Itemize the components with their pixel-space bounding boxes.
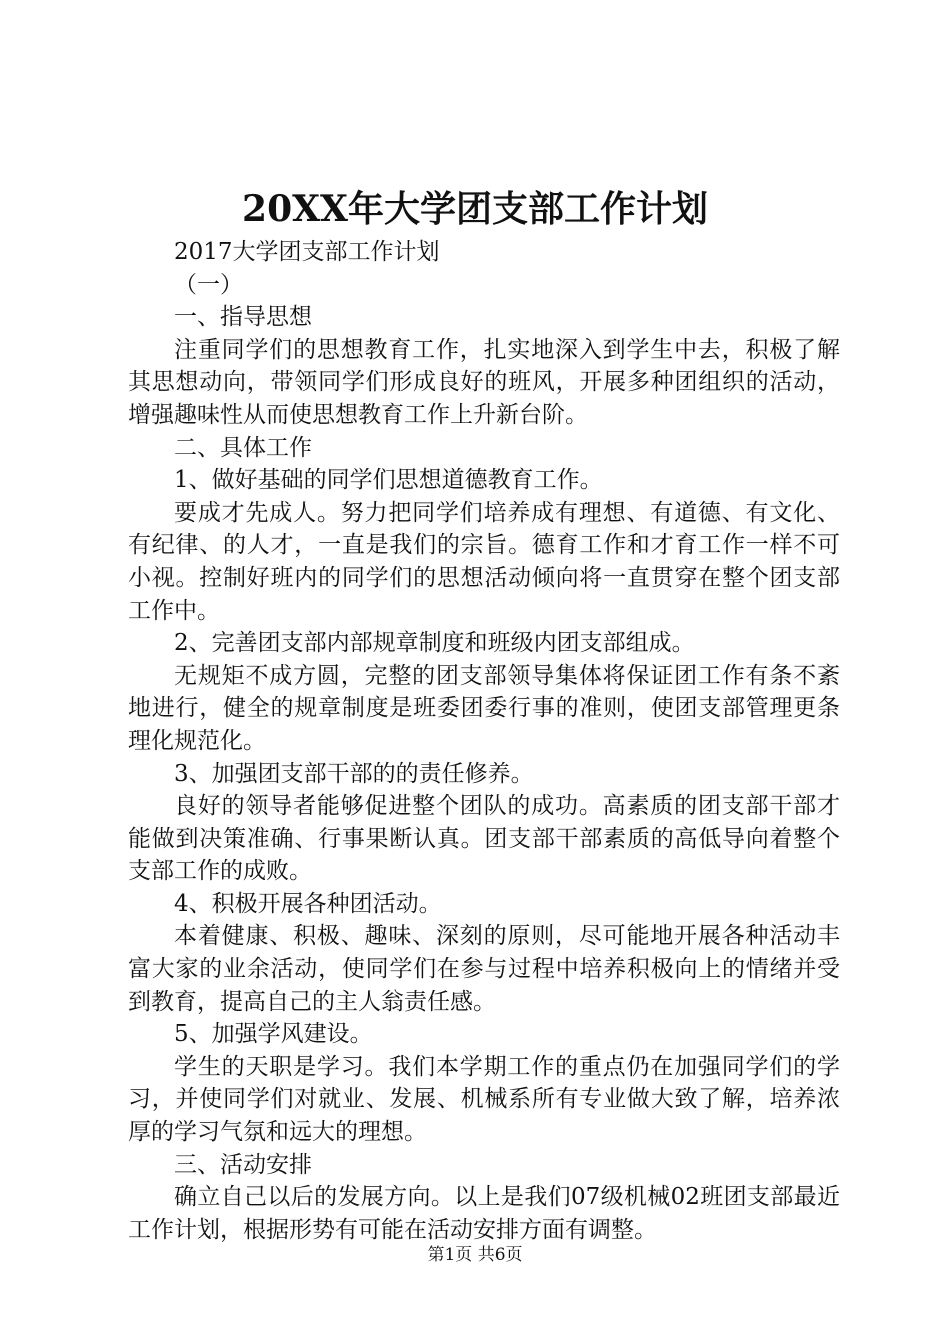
item-1-heading: 1、做好基础的同学们思想道德教育工作。 <box>174 467 603 494</box>
section-marker: （一） <box>174 271 243 298</box>
paragraph-guiding-thought: 注重同学们的思想教育工作，扎实地深入到学生中去，积极了解其思想动向，带领同学们形成良好的班风，开展多种团组织的活动，增强趣味性从而使思想教育工作上升新台阶。 <box>128 336 840 428</box>
heading-activity-arrangement: 三、活动安排 <box>174 1151 312 1178</box>
item-5-paragraph: 学生的天职是学习。我们本学期工作的重点仍在加强同学们的学习，并使同学们对就业、发展、机械系所有专业做大致了解，培养浓厚的学习气氛和远大的理想。 <box>128 1053 840 1146</box>
item-3-heading: 3、加强团支部干部的的责任修养。 <box>174 760 534 787</box>
heading-specific-work: 二、具体工作 <box>174 434 312 461</box>
paragraph-activity-arrangement: 确立自己以后的发展方向。以上是我们07级机械02班团支部最近工作计划，根据形势有可能在活动安排方面有调整。 <box>128 1184 840 1243</box>
item-4-paragraph: 本着健康、积极、趣味、深刻的原则，尽可能地开展各种活动丰富大家的业余活动，使同学们在参与过程中培养积极向上的情绪并受到教育，提高自己的主人翁责任感。 <box>128 923 840 1015</box>
page-footer: 第1页 共6页 <box>427 1245 523 1265</box>
heading-guiding-thought: 一、指导思想 <box>174 304 312 331</box>
document-title: 20XX年大学团支部工作计划 <box>242 188 708 230</box>
item-5-heading: 5、加强学风建设。 <box>174 1021 373 1048</box>
item-4-heading: 4、积极开展各种团活动。 <box>174 890 442 917</box>
document-body <box>128 236 840 1246</box>
item-2-heading: 2、完善团支部内部规章制度和班级内团支部组成。 <box>174 630 695 657</box>
subtitle-line: 2017大学团支部工作计划 <box>174 239 440 265</box>
item-1-paragraph: 要成才先成人。努力把同学们培养成有理想、有道德、有文化、有纪律、的人才，一直是我们的宗旨。德育工作和才育工作一样不可小视。控制好班内的同学们的思想活动倾向将一直贯穿在整个团支部工作中。 <box>128 499 840 624</box>
item-3-paragraph: 良好的领导者能够促进整个团队的成功。高素质的团支部干部才能做到决策准确、行事果断认真。团支部干部素质的高低导向着整个支部工作的成败。 <box>128 793 840 885</box>
item-2-paragraph: 无规矩不成方圆，完整的团支部领导集体将保证团工作有条不紊地进行，健全的规章制度是班委团委行事的准则，使团支部管理更条理化规范化。 <box>128 662 840 754</box>
